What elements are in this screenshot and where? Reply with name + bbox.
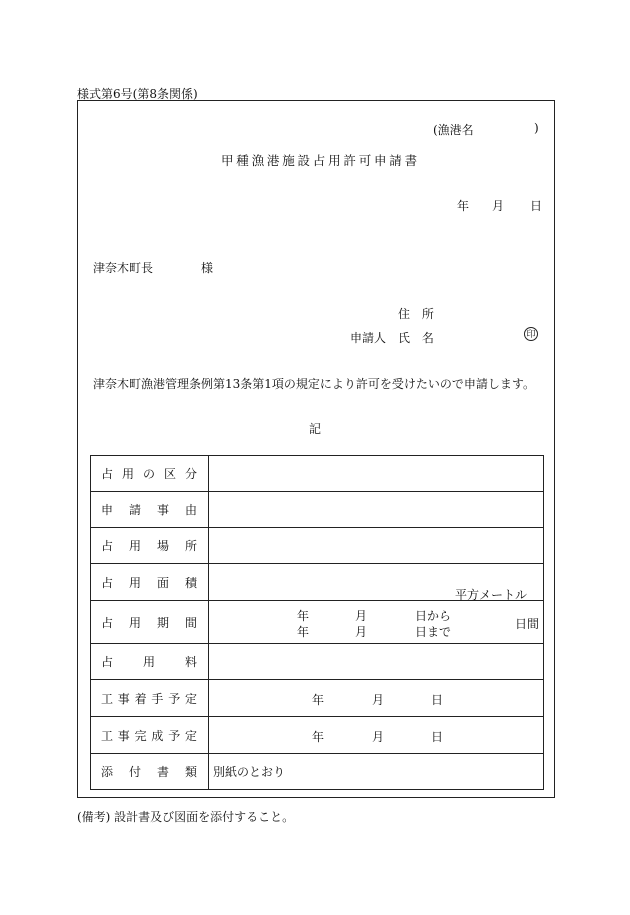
ki-marker: 記 <box>309 422 322 436</box>
label-char: 着 <box>134 691 147 706</box>
honorific: 様 <box>201 261 214 275</box>
label-char: 場 <box>156 539 169 553</box>
document-title: 甲種漁港施設占用許可申請書 <box>221 153 420 168</box>
name-label: 氏 名 <box>398 331 438 345</box>
completion-month: 月 <box>372 730 385 744</box>
label-char: 期 <box>156 615 169 630</box>
label-char: 用 <box>128 575 141 590</box>
label-char: 請 <box>128 503 141 517</box>
row-label-location <box>91 528 209 564</box>
application-table <box>90 455 544 790</box>
label-char: 所 <box>184 539 197 553</box>
label-char: 手 <box>151 691 164 706</box>
value-construction-completion[interactable] <box>209 717 544 754</box>
period-to-suffix: 日まで <box>415 625 452 639</box>
label-char: 由 <box>184 503 197 517</box>
label-char: 成 <box>151 728 164 743</box>
label-char: 積 <box>184 575 197 590</box>
value-occupancy-category[interactable] <box>209 456 544 492</box>
label-char: 占 <box>101 575 114 590</box>
label-char: 用 <box>121 467 134 481</box>
row-label-construction-start <box>91 680 209 717</box>
period-to-year: 年 <box>297 625 310 639</box>
row-label-attachments <box>91 754 209 790</box>
area-unit: 平方メートル <box>455 588 528 602</box>
label-char: 類 <box>184 765 197 779</box>
label-char: 間 <box>184 615 197 630</box>
label-char: 予 <box>168 691 181 706</box>
address-label: 住 所 <box>398 307 438 321</box>
table-row <box>91 528 544 564</box>
label-char: 用 <box>128 539 141 553</box>
label-char: 工 <box>101 691 114 706</box>
value-location[interactable] <box>209 528 544 564</box>
label-char: 占 <box>101 615 114 630</box>
row-label-period <box>91 601 209 644</box>
label-char: 面 <box>156 575 169 590</box>
label-char: 事 <box>117 728 130 743</box>
table-row <box>91 456 544 492</box>
start-month: 月 <box>372 693 385 707</box>
label-char: 分 <box>184 467 197 481</box>
start-day: 日 <box>431 693 444 707</box>
label-char: 用 <box>128 615 141 630</box>
label-char: 予 <box>168 728 181 743</box>
row-label-construction-completion <box>91 717 209 754</box>
row-label-reason <box>91 492 209 528</box>
label-char: 占 <box>101 539 114 553</box>
label-char: 完 <box>134 728 147 743</box>
label-char: 占 <box>101 467 114 481</box>
table-row <box>91 754 544 790</box>
date-day: 日 <box>530 199 543 213</box>
row-label-occupancy-category <box>91 456 209 492</box>
label-char: 事 <box>117 691 130 706</box>
remarks-note: (備考) 設計書及び図面を添付すること。 <box>77 810 295 824</box>
date-year: 年 <box>457 199 470 213</box>
port-name-close: ) <box>534 121 539 135</box>
table-row <box>91 492 544 528</box>
label-char: 占 <box>101 655 114 669</box>
value-period[interactable] <box>209 601 544 644</box>
seal-icon: 印 <box>524 327 538 341</box>
label-char: 区 <box>163 467 176 481</box>
port-name-label: (漁港名 <box>433 123 474 137</box>
table-row <box>91 644 544 680</box>
completion-day: 日 <box>431 730 444 744</box>
label-char: 事 <box>156 503 169 517</box>
value-area[interactable] <box>209 564 544 601</box>
start-year: 年 <box>312 693 325 707</box>
row-label-area <box>91 564 209 601</box>
table-row <box>91 680 544 717</box>
period-from-suffix: 日から <box>415 609 452 623</box>
label-char: 定 <box>184 691 197 706</box>
application-statement: 津奈木町漁港管理条例第13条第1項の規定により許可を受けたいので申請します。 <box>93 377 535 391</box>
value-reason[interactable] <box>209 492 544 528</box>
table-row <box>91 564 544 601</box>
label-char: 付 <box>128 765 141 779</box>
label-char: の <box>142 467 155 481</box>
applicant-label: 申請人 <box>350 331 387 345</box>
label-char: 用 <box>142 655 155 669</box>
addressee: 津奈木町長 <box>93 261 154 275</box>
period-from-month: 月 <box>355 609 368 623</box>
label-char: 定 <box>184 728 197 743</box>
label-char: 書 <box>156 765 169 779</box>
value-attachments[interactable] <box>209 754 544 790</box>
period-to-month: 月 <box>355 625 368 639</box>
label-char: 申 <box>101 503 114 517</box>
table-row <box>91 601 544 644</box>
label-char: 添 <box>101 765 114 779</box>
attachments-value: 別紙のとおり <box>213 765 286 779</box>
period-days: 日間 <box>515 617 540 631</box>
value-fee[interactable] <box>209 644 544 680</box>
table-row <box>91 717 544 754</box>
row-label-fee <box>91 644 209 680</box>
label-char: 料 <box>184 655 197 669</box>
label-char: 工 <box>101 728 114 743</box>
completion-year: 年 <box>312 730 325 744</box>
date-month: 月 <box>492 199 505 213</box>
form-number: 様式第6号(第8条関係) <box>77 87 198 101</box>
value-construction-start[interactable] <box>209 680 544 717</box>
period-from-year: 年 <box>297 609 310 623</box>
